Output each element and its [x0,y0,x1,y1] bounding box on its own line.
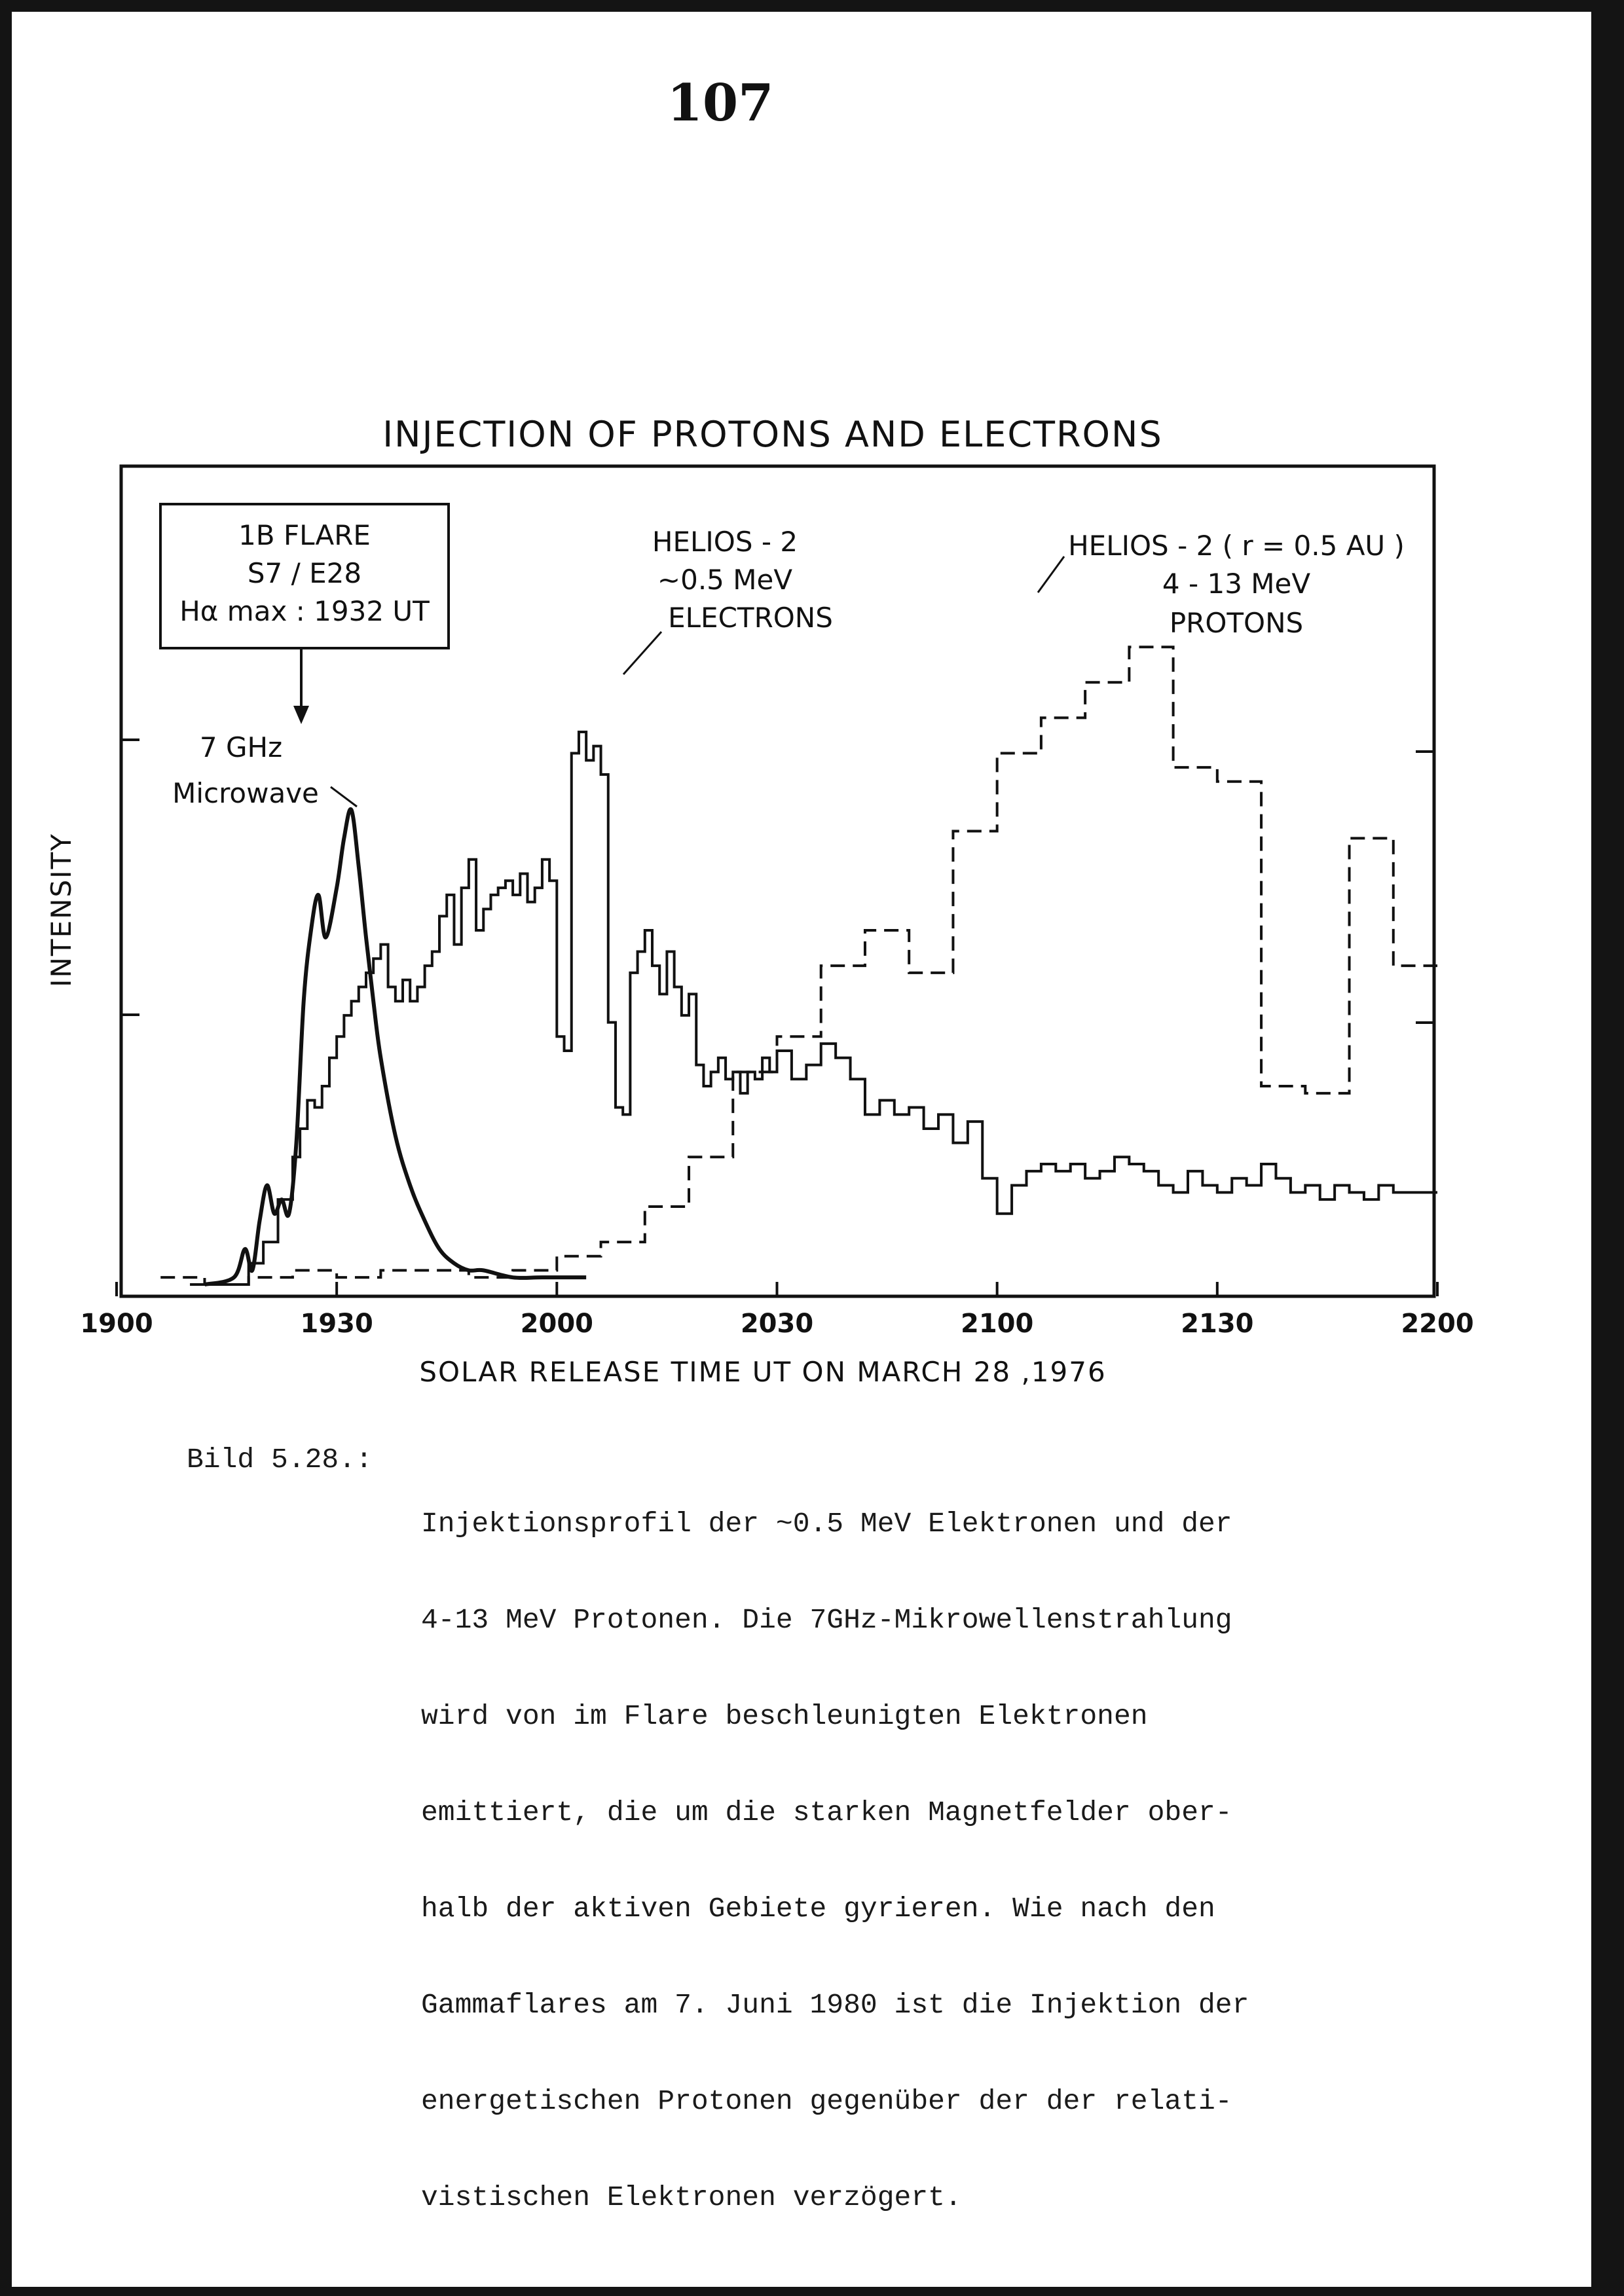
x-tick-label: 2000 [520,1309,593,1339]
chart-title: INJECTION OF PROTONS AND ELECTRONS [382,414,1163,455]
x-tick-label: 2100 [961,1309,1034,1339]
electrons-label-line-3: ELECTRONS [668,602,833,634]
series-line-1 [204,809,586,1285]
x-tick-label: 1900 [80,1309,153,1339]
microwave-label-line-1: 7 GHz [199,731,283,763]
caption-body [421,1444,1403,2278]
x-tick-label: 2030 [740,1309,814,1339]
electrons-leader [623,632,661,674]
protons-label-line-3: PROTONS [1169,607,1304,639]
microwave-annotation [172,731,357,809]
caption-line: 4-13 MeV Protonen. Die 7GHz-Mikrowellenstrahlung [421,1604,1232,1636]
series-line-3 [160,647,1437,1285]
protons-label-line-2: 4 - 13 MeV [1162,568,1311,600]
series-line-2 [190,732,1437,1285]
protons-leader [1038,556,1064,592]
caption-label: Bild 5.28.: [187,1444,373,1476]
flare-box-line-2: S7 / E28 [247,557,362,589]
protons-annotation [1038,530,1405,639]
y-axis-label: INTENSITY [45,833,77,987]
electrons-label-line-2: ~0.5 MeV [657,564,793,596]
flare-box-line-3: Hα max : 1932 UT [179,595,430,627]
protons-label-line-1: HELIOS - 2 ( r = 0.5 AU ) [1068,530,1405,562]
microwave-leader [331,787,357,807]
caption-line: emittiert, die um die starken Magnetfelder ober- [421,1796,1232,1829]
electrons-label-line-1: HELIOS - 2 [652,526,798,558]
caption-line: energetischen Protonen gegenüber der der relati- [421,2085,1232,2117]
x-tick-label: 2130 [1181,1309,1254,1339]
x-axis-label: SOLAR RELEASE TIME UT ON MARCH 28 ,1976 [419,1356,1107,1388]
x-axis-ticks [80,1282,1473,1339]
x-tick-label: 2200 [1401,1309,1474,1339]
chart-series [160,647,1437,1285]
electrons-annotation [623,526,833,674]
page-number: 107 [667,73,774,133]
microwave-label-line-2: Microwave [172,777,319,809]
caption-line: halb der aktiven Gebiete gyrieren. Wie nach den [421,1893,1215,1925]
scan-border-bottom [0,2287,1624,2296]
caption-line: Injektionsprofil der ~0.5 MeV Elektronen und der [421,1508,1232,1540]
flare-arrow-head [293,706,309,724]
caption-line: wird von im Flare beschleunigten Elektronen [421,1700,1148,1732]
flare-annotation [160,504,449,724]
x-tick-label: 1930 [300,1309,373,1339]
caption-line: vistischen Elektronen verzögert. [421,2181,962,2214]
flare-box-line-1: 1B FLARE [238,519,371,551]
caption-line: Gammaflares am 7. Juni 1980 ist die Injektion der [421,1989,1249,2021]
